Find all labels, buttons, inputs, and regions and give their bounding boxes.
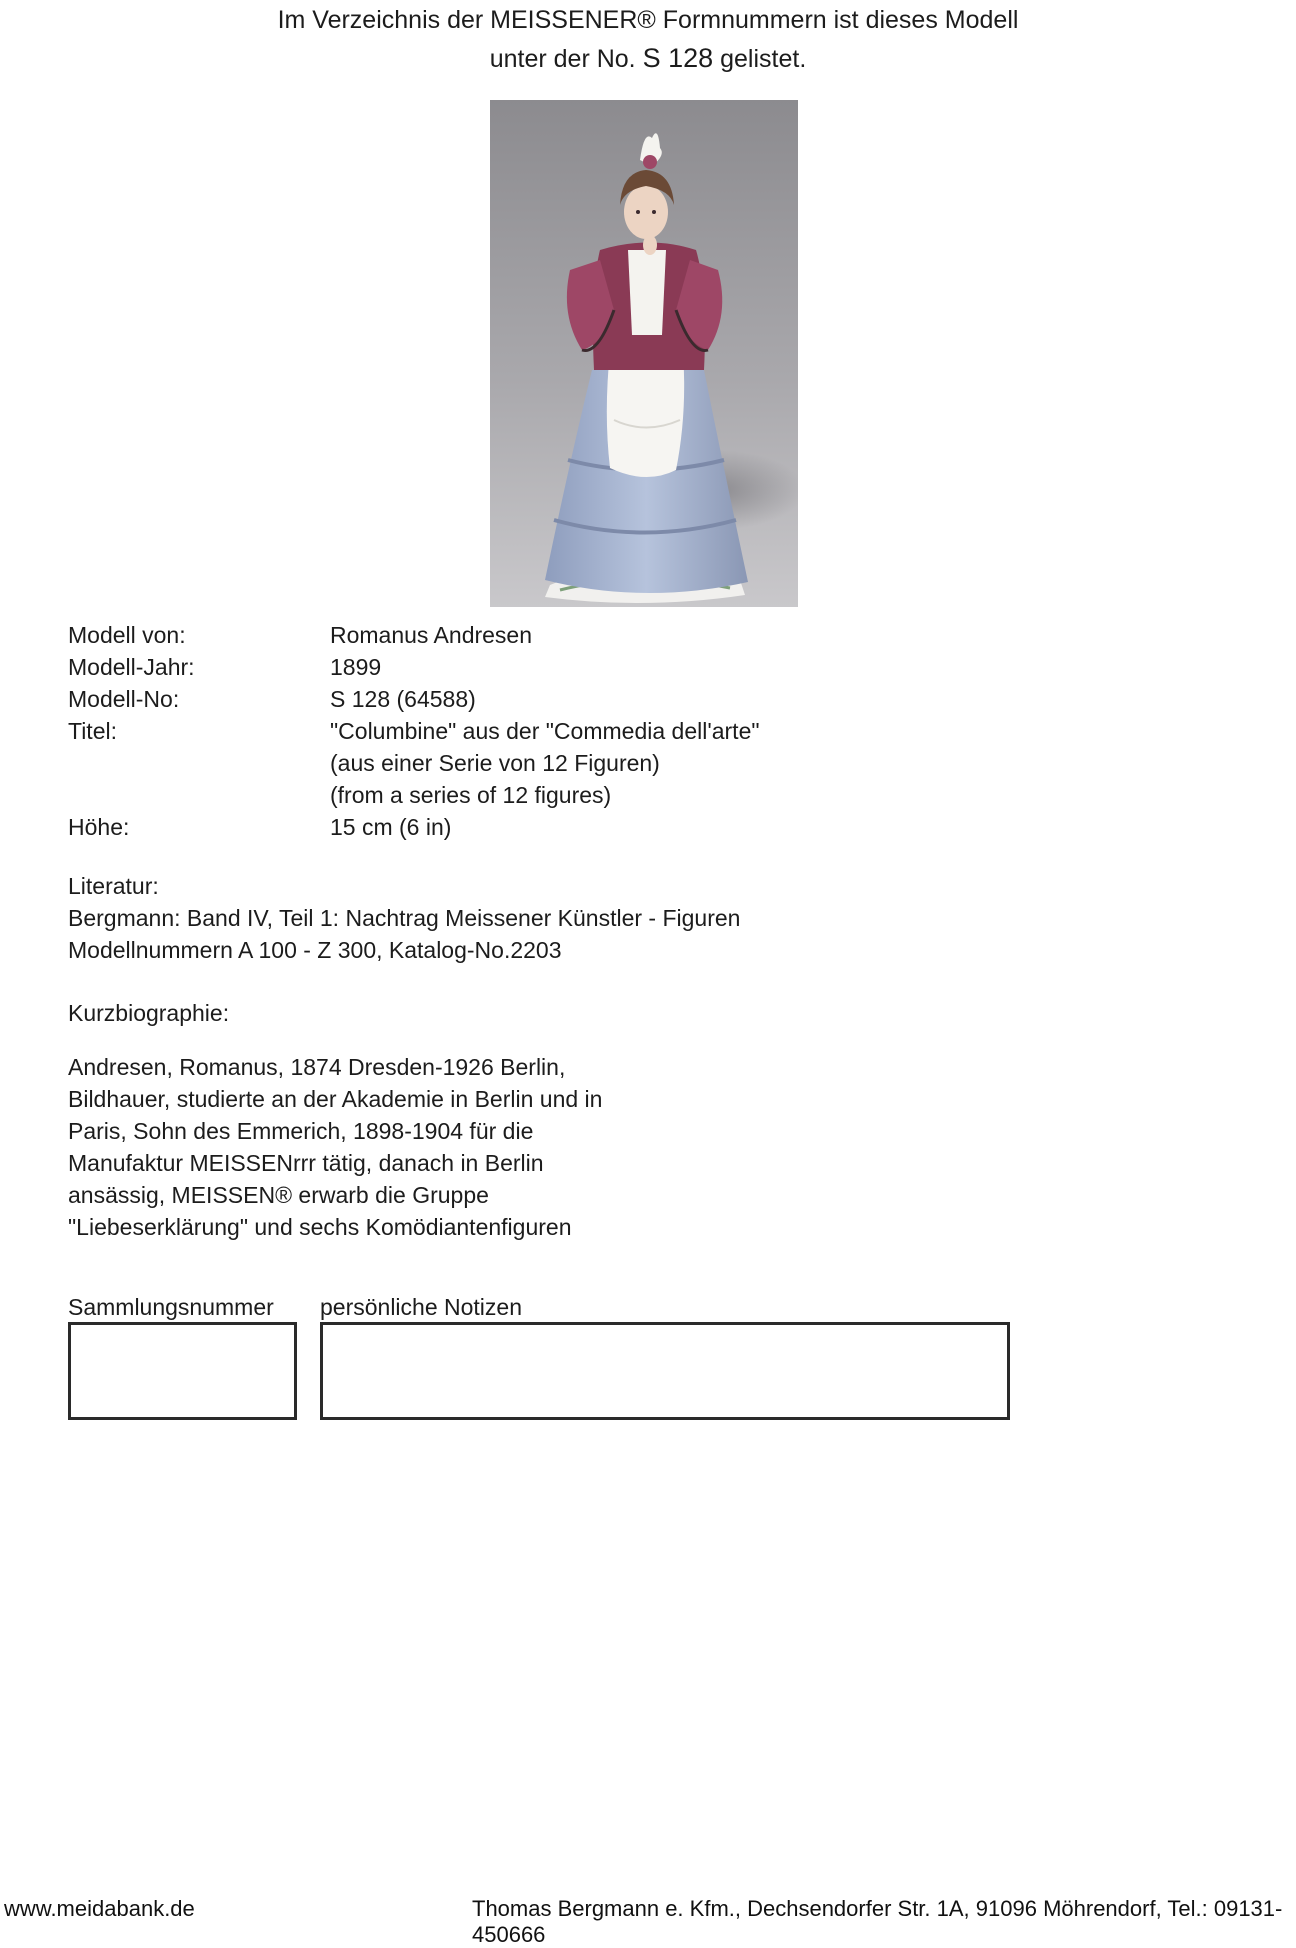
detail-label: [68, 779, 330, 811]
detail-label: Modell von:: [68, 622, 186, 648]
literatur-title: Literatur:: [68, 873, 159, 899]
detail-label: Höhe:: [68, 814, 130, 840]
detail-label: Modell-No:: [68, 686, 180, 712]
bio-line: Andresen, Romanus, 1874 Dresden-1926 Berlin,: [68, 1054, 566, 1080]
detail-label: Titel:: [68, 718, 117, 744]
header-line-2: [0, 39, 1296, 78]
model-number: S 128: [642, 43, 714, 73]
literatur-line-2: Modellnummern A 100 - Z 300, Katalog-No.2203: [68, 937, 562, 963]
detail-value: 1899: [330, 654, 382, 680]
figure-illustration: [490, 100, 798, 607]
detail-row-title-de: [68, 747, 760, 779]
header-line-1: Im Verzeichnis der MEISSENER® Formnummern ist dieses Modell: [277, 6, 1019, 34]
details-table: [68, 619, 760, 843]
detail-row-title: [68, 715, 760, 747]
detail-row-height: [68, 811, 760, 843]
detail-value: 15 cm (6 in): [330, 814, 452, 840]
sammlungsnummer-label: Sammlungsnummer: [68, 1294, 274, 1320]
kurzbiographie-text: [68, 1051, 602, 1243]
literatur-line-1: Bergmann: Band IV, Teil 1: Nachtrag Meissener Künstler - Figuren: [68, 905, 741, 931]
detail-value: S 128 (64588): [330, 686, 476, 712]
footer-address: Thomas Bergmann e. Kfm., Dechsendorfer Str. 1A, 91096 Möhrendorf, Tel.: 09131-450666: [472, 1896, 1283, 1947]
detail-value: (from a series of 12 figures): [330, 782, 612, 808]
kurzbiographie-title: Kurzbiographie:: [68, 1000, 230, 1026]
detail-label: [68, 747, 330, 779]
figure-photo: [490, 100, 798, 607]
bio-line: Paris, Sohn des Emmerich, 1898-1904 für die: [68, 1118, 534, 1144]
bio-line: "Liebeserklärung" und sechs Komödiantenfiguren: [68, 1214, 572, 1240]
notizen-field[interactable]: [320, 1322, 1010, 1420]
detail-row-title-en: [68, 779, 760, 811]
literatur-section: [68, 870, 740, 966]
header-suffix: gelistet.: [720, 45, 807, 73]
detail-label: Modell-Jahr:: [68, 654, 195, 680]
detail-value: Romanus Andresen: [330, 622, 533, 648]
detail-value: "Columbine" aus der "Commedia dell'arte": [330, 718, 760, 744]
bio-line: Bildhauer, studierte an der Akademie in Berlin und in: [68, 1086, 603, 1112]
detail-value: (aus einer Serie von 12 Figuren): [330, 750, 660, 776]
detail-row-model-no: [68, 683, 760, 715]
detail-row-year: [68, 651, 760, 683]
bio-line: Manufaktur MEISSENrrr tätig, danach in Berlin: [68, 1150, 544, 1176]
header-prefix: unter der No.: [489, 45, 636, 73]
header: [0, 0, 1296, 78]
bio-line: ansässig, MEISSEN® erwarb die Gruppe: [68, 1182, 489, 1208]
sammlungsnummer-field[interactable]: [68, 1322, 297, 1420]
footer-website: www.meidabank.de: [4, 1896, 195, 1921]
notizen-label: persönliche Notizen: [320, 1294, 523, 1320]
detail-row-author: [68, 619, 760, 651]
